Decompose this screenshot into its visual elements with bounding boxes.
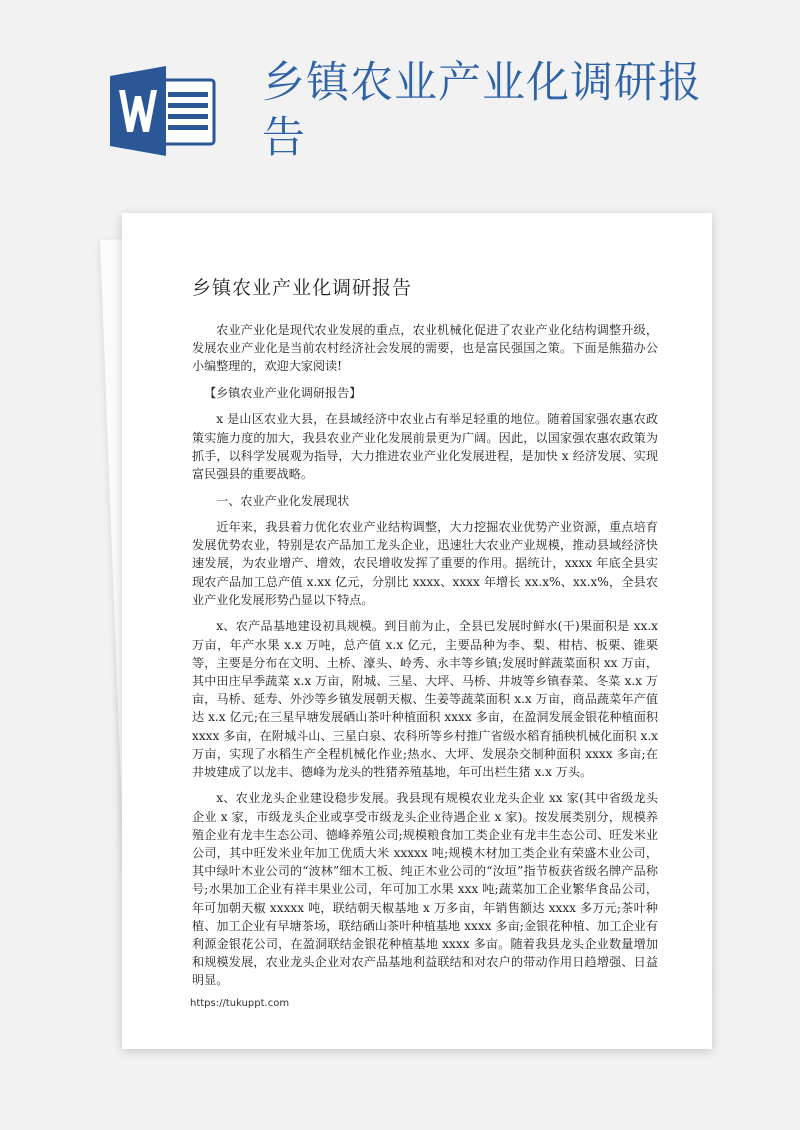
body-paragraph: 近年来，我县着力优化农业产业结构调整，大力挖掘农业优势产业资源，重点培育发展优势农业，特别是农产品加工龙头企业，迅速壮大农业产业规模，推动县域经济快速发展，为农业增产、增效，农民增收发挥了重要的作用。据统计，xxxx 年底全县实现农产品加工总产值 x.xx 亿元，分别比 xxxx、xxxx 年增长 xx.x%、xx.x%，全县农业产业化发展形势凸显以下特点。: [192, 520, 658, 607]
document-title: 乡镇农业产业化调研报告: [192, 277, 413, 299]
document-body: [192, 321, 658, 998]
document-page: [122, 213, 712, 1049]
body-paragraph: x、农产品基地建设初具规模。到目前为止，全县已发展时鲜水(干)果面积是 xx.x 万亩，年产水果 x.x 万吨，总产值 x.x 亿元，主要品种为李、梨、柑桔、板栗、锥栗等，主要是分布在文明、土桥、濠头、岭秀、永丰等乡镇;发展时鲜蔬菜面积 xx 万亩，其中田庄早季蔬菜 x.x 万亩，附城、三星、大坪、马桥、井坡等乡镇春菜、冬菜 x.x 万亩，马桥、延寿、外沙等乡镇发展朝天椒、生姜等蔬菜面积 x.x 万亩，商品蔬菜年产值达 x.x 亿元;在三星早塘发展硒山茶叶种植面积 xxxx 多亩，在盈洞发展金银花种植面积 xxxx 多亩，在附城斗山、三星白泉、农科所等乡村推广省级水稻育插秧机械化面积 x.x 万亩，实现了水稻生产全程机械化作业;热水、大坪、发展杂交制种面积 xxxx 多亩;在井坡建成了以龙丰、德峰为龙头的牲猪养殖基地，年可出栏生猪 x.x 万头。: [192, 619, 658, 779]
intro-paragraph: 农业产业化是现代农业发展的重点，农业机械化促进了农业产业化结构调整升级，发展农业产业化是当前农村经济社会发展的需要，也是富民强国之策。下面是熊猫办公小编整理的，欢迎大家阅读!: [192, 323, 658, 374]
section-heading: 一、农业产业化发展现状: [216, 493, 350, 508]
body-paragraph: x、农业龙头企业建设稳步发展。我县现有规模农业龙头企业 xx 家(其中省级龙头企业 x 家，市级龙头企业或享受市级龙头企业待遇企业 x 家)。按发展类别分，规模养殖企业有龙丰生态公司、德峰养殖公司;规模粮食加工类企业有龙丰生态公司、旺发米业公司，其中旺发米业年加工优质大米 xxxxx 吨;规模木材加工类企业有荣盛木业公司，其中绿叶木业公司的“波林”细木工板、纯正木业公司的“汝垣”指节板获省级名牌产品称号;水果加工企业有祥丰果业公司，年可加工水果 xxx 吨;蔬菜加工企业繁华食品公司，年可加朝天椒 xxxxx 吨，联结朝天椒基地 x 万多亩，年销售额达 xxxx 多万元;茶叶种植、加工企业有早塘茶场，联结硒山茶叶种植基地 xxxx 多亩;金银花种植、加工企业有利源金银花公司，在盈洞联结金银花种植基地 xxxx 多亩。随着我县龙头企业数量增加和规模发展，农业龙头企业对农产品基地利益联结和对农户的带动作用日趋增强、日益明显。: [192, 791, 658, 988]
section-bracket-heading: 【乡镇农业产业化调研报告】: [204, 385, 362, 400]
footer-url: https://tukuppt.com: [190, 998, 290, 1009]
body-paragraph: x 是山区农业大县，在县域经济中农业占有举足轻重的地位。随着国家强农惠农政策实施力度的加大，我县农业产业化发展前景更为广阔。因此，以国家强农惠农政策为抓手，以科学发展观为指导，大力推进农业产业化发展进程，是加快 x 经济发展、实现富民强县的重要战略。: [192, 412, 658, 482]
page-title: 乡镇农业产业化调研报告: [262, 58, 702, 163]
word-document-icon: [110, 66, 216, 156]
